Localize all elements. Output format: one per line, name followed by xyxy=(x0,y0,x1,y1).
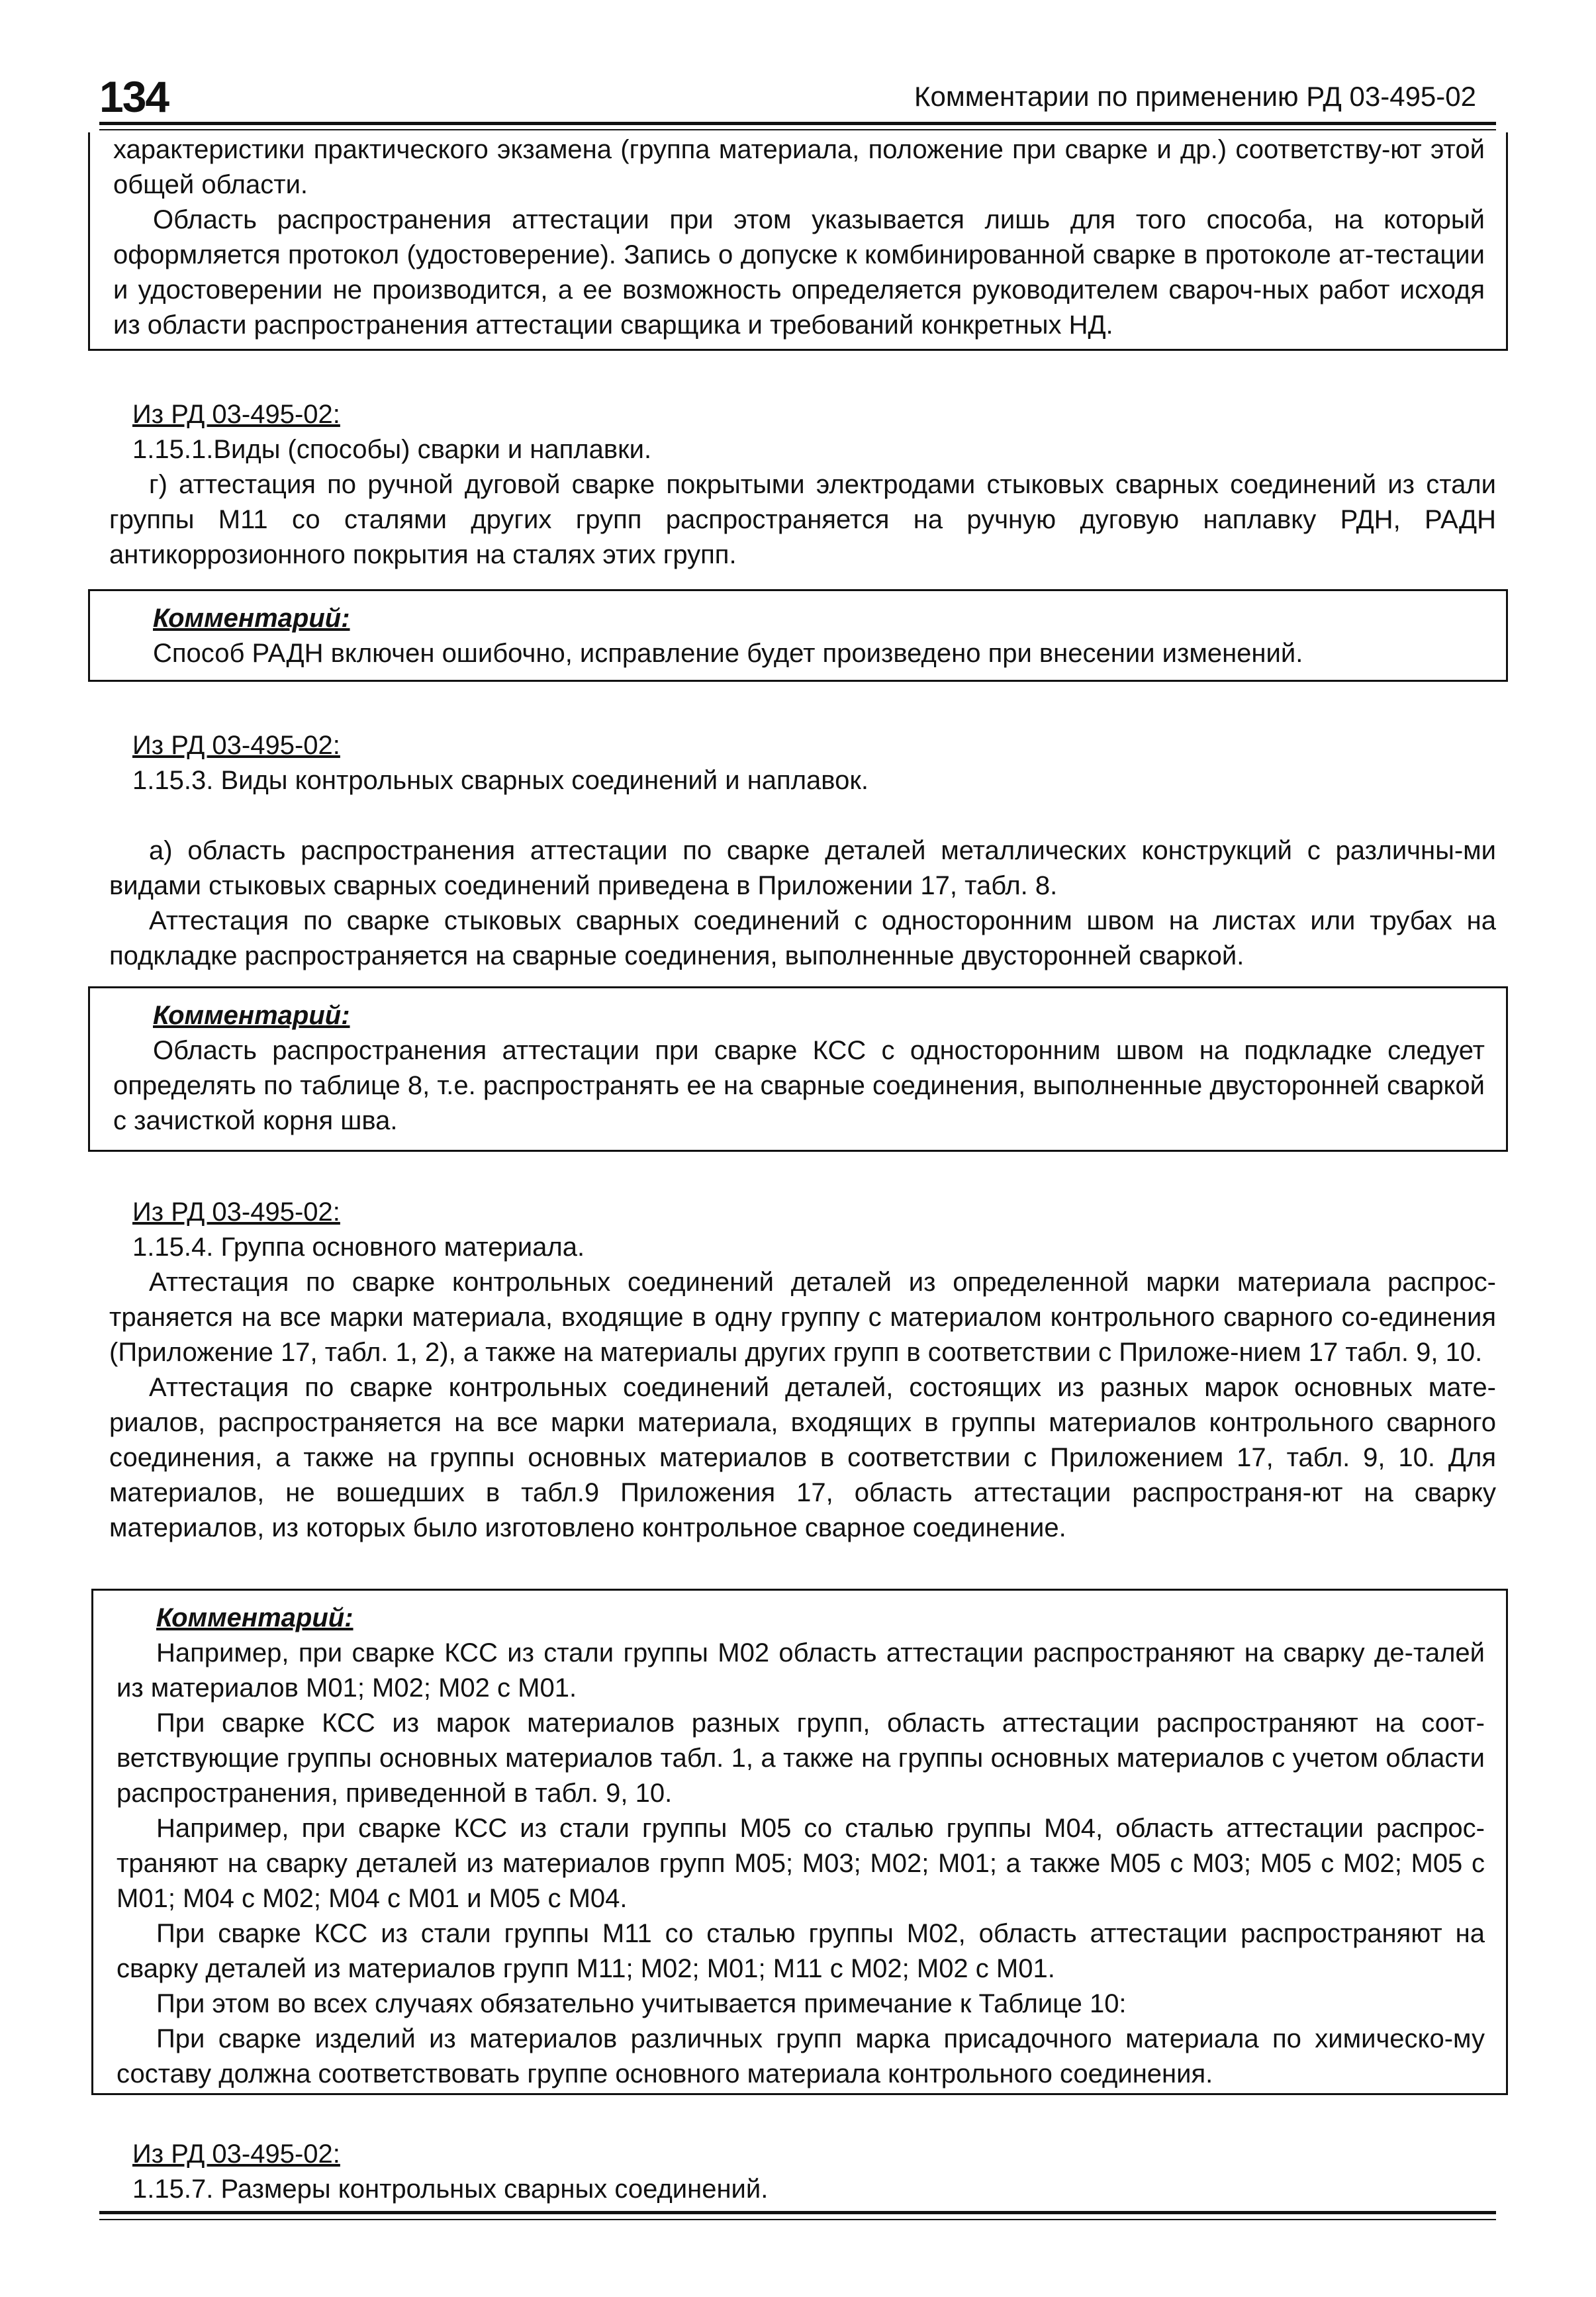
paragraph: Аттестация по сварке контрольных соединений деталей, состоящих из разных марок основных мате-риалов, распространяется на все марки материала, входящих в группы материалов контрольного сварного соединения, а также на группы основных материалов в соответствии с Приложением 17, табл. 9, 10. Для материалов, не вошедших в табл.9 Приложения 17, область аттестации распространя-ют на сварку материалов, из которых было изготовлено контрольное сварное соединение. xyxy=(109,1373,1496,1542)
paragraph: Способ РАДН включен ошибочно, исправление будет произведено при внесении изменений. xyxy=(153,639,1303,668)
paragraph: Область распространения аттестации при сварке КСС с односторонним швом на подкладке следует определять по таблице 8, т.е. распространять ее на сварные соединения, выполненные двусторонней сваркой с зачисткой корня шва. xyxy=(113,1036,1485,1135)
paragraph: При сварке КСС из марок материалов разных групп, область аттестации распространяют на соот-ветствующие группы основных материалов табл. 1, а также на группы основных материалов с учетом области распространения, приведенной в табл. 9, 10. xyxy=(117,1709,1485,1808)
quote-section-1 xyxy=(109,397,1496,573)
paragraph: г) аттестация по ручной дуговой сварке покрытыми электродами стыковых сварных соединений из стали группы М11 со сталями других групп распространяется на ручную дуговую наплавку РДН, РАДН антикоррозионного покрытия на сталях этих групп. xyxy=(109,470,1496,569)
clause-heading: 1.15.4. Группа основного материала. xyxy=(132,1233,585,1262)
paragraph: Например, при сварке КСС из стали группы М05 со сталью группы М04, область аттестации распрос-траняют на сварку деталей из материалов групп М05; М03; М02; М01; а также М05 с М03; М05 с М02; М05 с М01; М04 с М02; М04 с М01 и М05 с М04. xyxy=(117,1814,1485,1913)
clause-heading: 1.15.1.Виды (способы) сварки и наплавки. xyxy=(132,435,652,464)
source-reference: Из РД 03-495-02: xyxy=(132,731,340,760)
header-rule-thin xyxy=(99,129,1496,130)
paragraph: При этом во всех случаях обязательно учитывается примечание к Таблице 10: xyxy=(156,1989,1127,2018)
comment-box-1 xyxy=(88,589,1508,682)
page-number: 134 xyxy=(99,72,169,121)
header-rule xyxy=(99,122,1496,125)
clause-heading: 1.15.3. Виды контрольных сварных соединений и наплавок. xyxy=(132,766,868,795)
comment-label: Комментарий: xyxy=(156,1603,353,1632)
paragraph: Аттестация по сварке контрольных соединений деталей из определенной марки материала распрос-траняется на все марки материала, входящие в одну группу с материалом контрольного сварного со-единения (Приложение 17, табл. 1, 2), а также на материалы других групп в соответствии с Приложе-нием 17 табл. 9, 10. xyxy=(109,1268,1496,1367)
paragraph: Область распространения аттестации при этом указывается лишь для того способа, на который оформляется протокол (удостоверение). Запись о допуске к комбинированной сварке в протоколе ат-тестации и удостоверении не производится, а ее возможность определяется руководителем свароч-ных работ исходя из области распространения аттестации сварщика и требований конкретных НД. xyxy=(113,205,1485,340)
running-title: Комментарии по применению РД 03-495-02 xyxy=(914,81,1476,112)
footer-rule-thin xyxy=(99,2219,1496,2220)
paragraph: характеристики практического экзамена (группа материала, положение при сварке и др.) соответству-ют этой общей области. xyxy=(113,135,1485,199)
source-reference: Из РД 03-495-02: xyxy=(132,2139,340,2169)
quote-section-2 xyxy=(109,728,1496,974)
paragraph: Аттестация по сварке стыковых сварных соединений с односторонним швом на листах или трубах на подкладке распространяется на сварные соединения, выполненные двусторонней сваркой. xyxy=(109,906,1496,970)
source-reference: Из РД 03-495-02: xyxy=(132,400,340,429)
paragraph: При сварке КСС из стали группы М11 со сталью группы М02, область аттестации распространяют на сварку деталей из материалов групп М11; М02; М01; М11 с М02; М02 с М01. xyxy=(117,1919,1485,1983)
comment-box-3 xyxy=(91,1589,1508,2095)
source-reference: Из РД 03-495-02: xyxy=(132,1197,340,1227)
comment-box-2 xyxy=(88,986,1508,1152)
paragraph: Например, при сварке КСС из стали группы М02 область аттестации распространяют на сварку де-талей из материалов М01; М02; М02 с М01. xyxy=(117,1638,1485,1703)
comment-box-continued xyxy=(88,132,1508,351)
comment-label: Комментарий: xyxy=(153,604,350,633)
quote-section-4 xyxy=(109,2137,1496,2207)
paragraph: а) область распространения аттестации по сварке деталей металлических конструкций с различны-ми видами стыковых сварных соединений приведена в Приложении 17, табл. 8. xyxy=(109,836,1496,900)
footer-rule xyxy=(99,2211,1496,2214)
comment-label: Комментарий: xyxy=(153,1001,350,1030)
clause-heading: 1.15.7. Размеры контрольных сварных соединений. xyxy=(132,2175,769,2204)
paragraph: При сварке изделий из материалов различных групп марка присадочного материала по химическо-му составу должна соответствовать группе основного материала контрольного соединения. xyxy=(117,2024,1485,2088)
quote-section-3 xyxy=(109,1195,1496,1546)
page-header xyxy=(99,66,1496,119)
